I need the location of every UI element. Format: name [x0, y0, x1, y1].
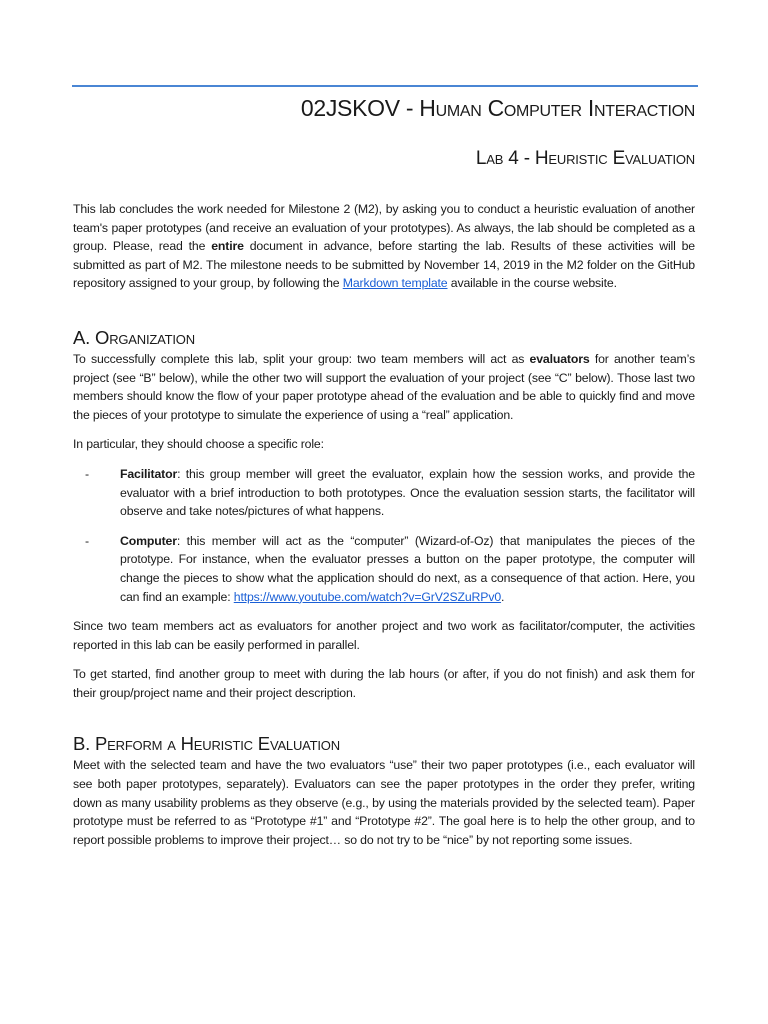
youtube-link[interactable]: https://www.youtube.com/watch?v=GrV2SZuRPv0: [233, 589, 502, 604]
roles-list: [73, 465, 695, 606]
role-text: : this group member will greet the evaluator, explain how the session works, and provide the evaluator with a brief introduction to both prototypes. Once the evaluation session starts, the facilitator will observe and take notes/pictures of what happens.: [120, 466, 695, 519]
parallel-paragraph: Since two team members act as evaluators for another project and two work as facilitator/computer, the activities reported in this lab can be easily performed in parallel.: [73, 619, 695, 652]
list-item: [73, 532, 695, 606]
intro-bold: entire: [211, 239, 244, 254]
org-bold: evaluators: [529, 351, 590, 366]
roles-intro: In particular, they should choose a specific role:: [73, 437, 324, 452]
role-text: : this member will act as the “computer” (Wizard-of-Oz) that manipulates the pieces of the prototype. For instance, when the evaluator presses a button on the paper prototype, the computer will change the pieces to show what the application should do next, as a consequence of that action. Here, you can find an example:: [120, 533, 695, 604]
section-b-heading: B. Perform a Heuristic Evaluation: [73, 733, 340, 755]
role-name: Computer: [120, 533, 177, 548]
role-name: Facilitator: [120, 466, 178, 481]
course-title: 02JSKOV - Human Computer Interaction: [300, 95, 695, 121]
section-a-heading: A. Organization: [73, 326, 195, 348]
intro-text-2: document in advance, before starting the lab. Results of these activities will be submitted as part of M2. The milestone needs to be submitted by November 14, 2019 in the M2 folder on the GitHub repository assigned to your group, by following the: [73, 239, 695, 291]
org-text-1: To successfully complete this lab, split your group: two team members will act as: [73, 351, 530, 366]
document-page: [73, 92, 695, 860]
intro-paragraph: [73, 200, 695, 293]
bullet-dash: -: [85, 533, 90, 548]
list-item: [73, 465, 695, 521]
role-text-end: .: [501, 589, 505, 604]
bullet-dash: -: [85, 466, 90, 481]
evaluation-paragraph: Meet with the selected team and have the two evaluators “use” their two paper prototypes (i.e., each evaluator will see both paper prototypes, separately). Evaluators can see the paper prototypes in the order they prefer, writing down as many usability problems as they observe (e.g., by using the materials provided by the selected team). Paper prototype must be referred to as “Prototype #1” and “Prototype #2”. The goal here is to help the other group, and to report possible problems to improve their project… so do not try to be “nice” by not reporting some issues.: [73, 758, 695, 847]
intro-text-1: This lab concludes the work needed for Milestone 2 (M2), by asking you to conduct a heuristic evaluation of another team's paper prototypes (and receive an evaluation of your prototypes). As always, the lab should be completed as a group. Please, read the: [73, 202, 695, 254]
lab-title: Lab 4 - Heuristic Evaluation: [475, 148, 695, 169]
markdown-template-link[interactable]: Markdown template: [342, 276, 448, 291]
org-text-2: for another team’s project (see “B” below), while the other two will support the evaluation of your project (see “C” below). Those last two members should know the flow of your paper prototype ahead of the evaluation and be able to quickly find and move the pieces of your prototype to simulate the experience of using a “real” application.: [73, 351, 696, 422]
organization-paragraph: [73, 350, 695, 424]
header-rule: [72, 85, 698, 87]
get-started-paragraph: To get started, find another group to meet with during the lab hours (or after, if you do not finish) and ask them for their group/project name and their project description.: [73, 667, 695, 700]
intro-text-3: available in the course website.: [447, 276, 617, 291]
